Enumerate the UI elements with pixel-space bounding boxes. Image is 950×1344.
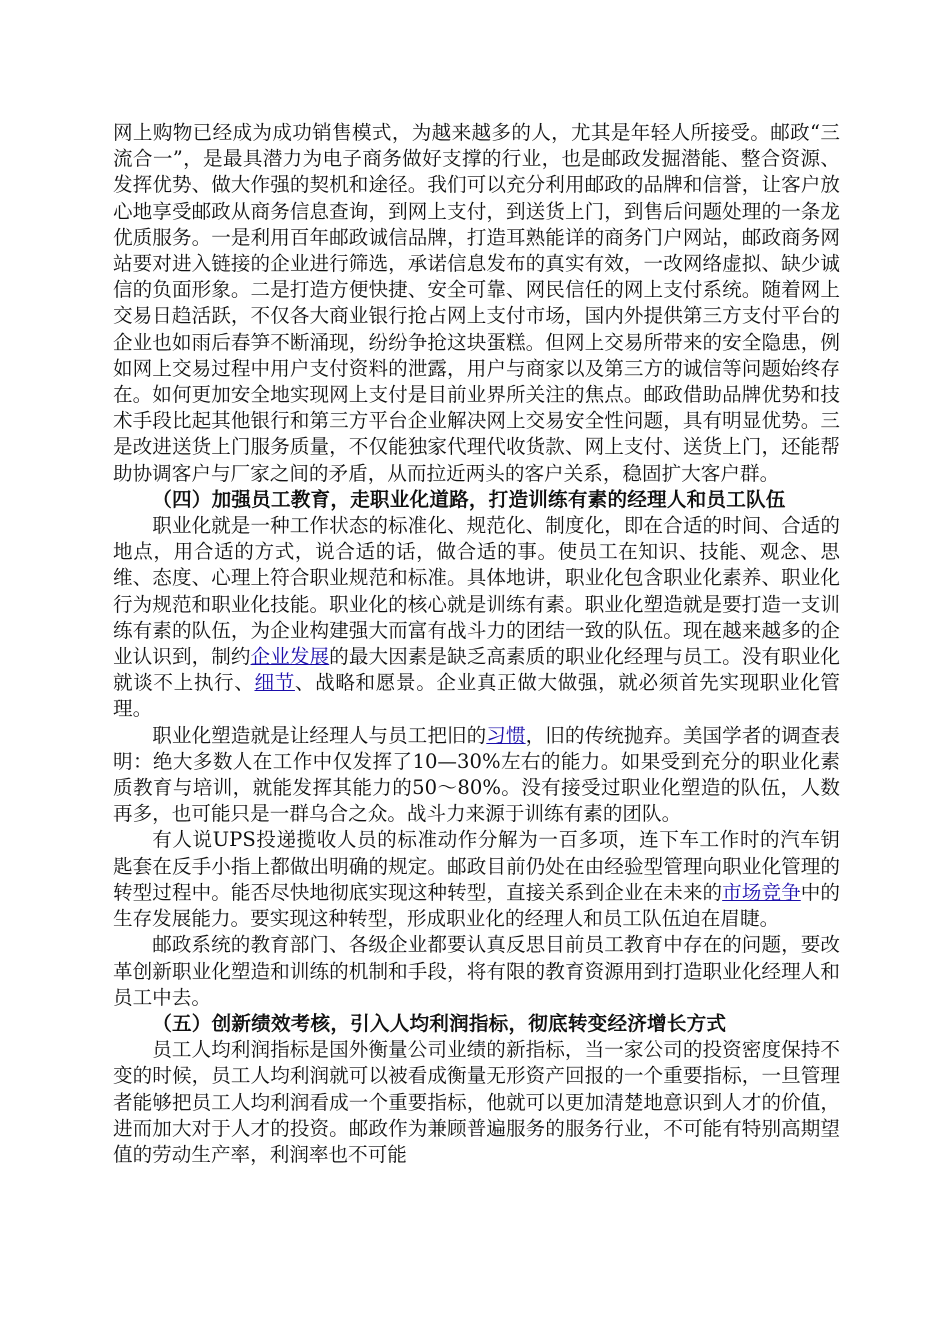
link-details[interactable]: 细节 [254,671,295,695]
paragraph-ups-example [113,827,840,932]
link-enterprise-development[interactable]: 企业发展 [250,645,330,669]
paragraph-professionalization [113,513,840,723]
paragraph-text: 中的生存发展能力。要实现这种转型，形成职业化的经理人和员工队伍迫在眉睫。 [113,880,841,931]
paragraph-text: 的最大因素是缺乏高素质的职业化经理与员工。没有职业化就谈不上执行、 [113,645,841,695]
section-heading-4: （四）加强员工教育，走职业化道路，打造训练有素的经理人和员工队伍 [152,487,786,511]
paragraph-profit-per-employee: 员工人均利润指标是国外衡量公司业绩的新指标，当一家公司的投资密度保持不变的时候，员工人均利润就可以被看成衡量无形资产回报的一个重要指标，一旦管理者能够把员工人均利润看成一个重要指标，他就可以更加清楚地意识到人才的价值，进而加大对于人才的投资。邮政作为兼顾普遍服务的服务行业，不可能有特别高期望值的劳动生产率，利润率也不可能 [113,1038,840,1166]
paragraph-habits [113,723,840,828]
paragraph-text: ，旧的传统抛弃。美国学者的调查表明：绝大多数人在工作中仅发挥了10—30%左右的能力。如果受到充分的职业化素质教育与培训，就能发挥其能力的50～80%。没有接受过职业化塑造的队伍，人数再多，也可能只是一群乌合之众。战斗力来源于训练有素的团队。 [113,723,841,826]
document-body [113,120,840,1168]
paragraph-online-shopping: 网上购物已经成为成功销售模式，为越来越多的人，尤其是年轻人所接受。邮政“三流合一”，是最具潜力为电子商务做好支撑的行业，也是邮政发掘潜能、整合资源、发挥优势、做大作强的契机和途径。我们可以充分利用邮政的品牌和信誉，让客户放心地享受邮政从商务信息查询，到网上支付，到送货上门，到售后问题处理的一条龙优质服务。一是利用百年邮政诚信品牌，打造耳熟能详的商务门户网站，邮政商务网站要对进入链接的企业进行筛选，承诺信息发布的真实有效，一改网络虚拟、缺少诚信的负面形象。二是打造方便快捷、安全可靠、网民信任的网上支付系统。随着网上交易日趋活跃，不仅各大商业银行抢占网上支付市场，国内外提供第三方支付平台的企业也如雨后春笋不断涌现，纷纷争抢这块蛋糕。但网上交易所带来的安全隐患，例如网上交易过程中用户支付资料的泄露，用户与商家以及第三方的诚信等问题始终存在。如何更加安全地实现网上支付是目前业界所关注的焦点。邮政借助品牌优势和技术手段比起其他银行和第三方平台企业解决网上交易安全性问题，具有明显优势。三是改进送货上门服务质量，不仅能独家代理代收货款、网上支付、送货上门，还能帮助协调客户与厂家之间的矛盾，从而拉近两头的客户关系，稳固扩大客户群。 [113,121,840,485]
section-heading-5: （五）创新绩效考核，引入人均利润指标，彻底转变经济增长方式 [152,1011,727,1035]
paragraph-text: 有人说UPS投递揽收人员的标准动作分解为一百多项，连下车工作时的汽车钥匙套在反手小指上都做出明确的规定。邮政目前仍处在由经验型管理向职业化管理的转型过程中。能否尽快地彻底实现这种转型，直接关系到企业在未来的 [113,828,840,904]
link-market-competition[interactable]: 市场竞争 [722,880,801,904]
paragraph-text: 、战略和愿景。企业真正做大做强，就必须首先实现职业化管理。 [113,671,841,721]
paragraph-text: 职业化就是一种工作状态的标准化、规范化、制度化，即在合适的时间、合适的地点，用合适的方式，说合适的话，做合适的事。使员工在知识、技能、观念、思维、态度、心理上符合职业规范和标准。具体地讲，职业化包含职业化素养、职业化行为规范和职业化技能。职业化的核心就是训练有素。职业化塑造就是要打造一支训练有素的队伍，为企业构建强大而富有战斗力的团结一致的队伍。现在越来越多的企业认识到，制约 [113,514,840,669]
paragraph-education-reform: 邮政系统的教育部门、各级企业都要认真反思目前员工教育中存在的问题，要改革创新职业化塑造和训练的机制和手段，将有限的教育资源用到打造职业化经理人和员工中去。 [113,933,840,1009]
paragraph-text: 职业化塑造就是让经理人与员工把旧的 [152,723,487,747]
link-habits[interactable]: 习惯 [486,723,526,747]
